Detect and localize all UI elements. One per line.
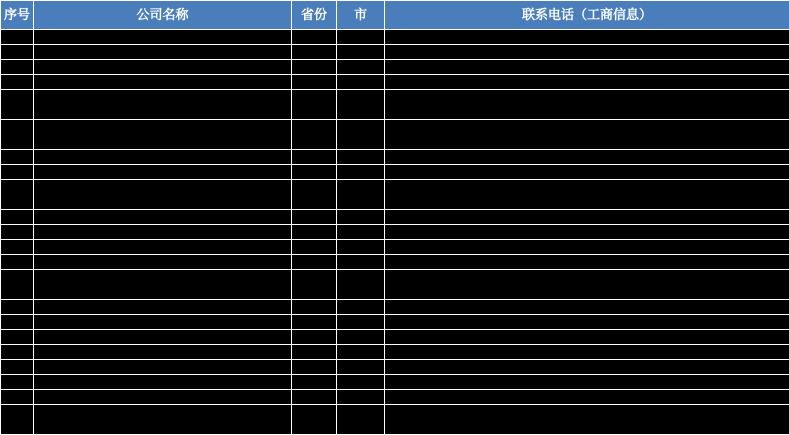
cell-seq[interactable]: [1, 30, 34, 45]
cell-company-name[interactable]: [34, 210, 292, 225]
cell-company-name[interactable]: [34, 375, 292, 390]
table-row[interactable]: [1, 345, 789, 360]
cell-company-name[interactable]: [34, 60, 292, 75]
cell-seq[interactable]: [1, 375, 34, 390]
table-row[interactable]: [1, 240, 789, 255]
cell-province[interactable]: [292, 30, 337, 45]
cell-city[interactable]: [337, 225, 385, 240]
table-row[interactable]: [1, 315, 789, 330]
column-header-name[interactable]: 公司名称: [34, 1, 292, 30]
cell-seq[interactable]: [1, 165, 34, 180]
cell-city[interactable]: [337, 390, 385, 405]
cell-province[interactable]: [292, 180, 337, 210]
cell-seq[interactable]: [1, 45, 34, 60]
cell-phone[interactable]: [385, 390, 789, 405]
cell-company-name[interactable]: [34, 165, 292, 180]
cell-phone[interactable]: [385, 60, 789, 75]
cell-seq[interactable]: [1, 120, 34, 150]
cell-city[interactable]: [337, 345, 385, 360]
cell-province[interactable]: [292, 255, 337, 270]
cell-phone[interactable]: [385, 360, 789, 375]
cell-province[interactable]: [292, 75, 337, 90]
cell-province[interactable]: [292, 345, 337, 360]
cell-city[interactable]: [337, 210, 385, 225]
cell-city[interactable]: [337, 45, 385, 60]
cell-seq[interactable]: [1, 210, 34, 225]
column-header-province[interactable]: 省份: [292, 1, 337, 30]
table-row[interactable]: [1, 270, 789, 300]
table-row[interactable]: [1, 150, 789, 165]
cell-city[interactable]: [337, 240, 385, 255]
header-row: [1, 1, 789, 30]
table-row[interactable]: [1, 180, 789, 210]
cell-seq[interactable]: [1, 270, 34, 300]
column-header-phone[interactable]: 联系电话（工商信息）: [385, 1, 789, 30]
table-row[interactable]: [1, 30, 789, 45]
cell-city[interactable]: [337, 375, 385, 390]
table-row[interactable]: [1, 390, 789, 405]
cell-city[interactable]: [337, 360, 385, 375]
cell-company-name[interactable]: [34, 255, 292, 270]
cell-phone[interactable]: [385, 45, 789, 60]
cell-city[interactable]: [337, 30, 385, 45]
cell-province[interactable]: [292, 45, 337, 60]
cell-province[interactable]: [292, 330, 337, 345]
cell-phone[interactable]: [385, 300, 789, 315]
table-row[interactable]: [1, 330, 789, 345]
cell-seq[interactable]: [1, 390, 34, 405]
table-row[interactable]: [1, 375, 789, 390]
cell-phone[interactable]: [385, 165, 789, 180]
cell-city[interactable]: [337, 315, 385, 330]
column-header-city[interactable]: 市: [337, 1, 385, 30]
cell-phone[interactable]: [385, 180, 789, 210]
cell-city[interactable]: [337, 180, 385, 210]
cell-company-name[interactable]: [34, 120, 292, 150]
cell-city[interactable]: [337, 255, 385, 270]
table-row[interactable]: [1, 75, 789, 90]
cell-city[interactable]: [337, 120, 385, 150]
cell-seq[interactable]: [1, 360, 34, 375]
cell-province[interactable]: [292, 165, 337, 180]
cell-seq[interactable]: [1, 240, 34, 255]
cell-phone[interactable]: [385, 75, 789, 90]
cell-company-name[interactable]: [34, 45, 292, 60]
cell-seq[interactable]: [1, 300, 34, 315]
cell-company-name[interactable]: [34, 240, 292, 255]
table-row[interactable]: [1, 120, 789, 150]
cell-province[interactable]: [292, 360, 337, 375]
cell-city[interactable]: [337, 90, 385, 120]
table-row[interactable]: [1, 255, 789, 270]
table-row[interactable]: [1, 60, 789, 75]
table-row[interactable]: [1, 300, 789, 315]
cell-seq[interactable]: [1, 255, 34, 270]
cell-phone[interactable]: [385, 150, 789, 165]
cell-seq[interactable]: [1, 180, 34, 210]
table-row[interactable]: [1, 45, 789, 60]
cell-seq[interactable]: [1, 75, 34, 90]
cell-province[interactable]: [292, 240, 337, 255]
cell-city[interactable]: [337, 60, 385, 75]
cell-province[interactable]: [292, 150, 337, 165]
table-row[interactable]: [1, 225, 789, 240]
cell-province[interactable]: [292, 210, 337, 225]
table-row[interactable]: [1, 90, 789, 120]
cell-company-name[interactable]: [34, 390, 292, 405]
cell-province[interactable]: [292, 225, 337, 240]
cell-city[interactable]: [337, 150, 385, 165]
cell-phone[interactable]: [385, 90, 789, 120]
cell-seq[interactable]: [1, 225, 34, 240]
cell-company-name[interactable]: [34, 150, 292, 165]
cell-seq[interactable]: [1, 90, 34, 120]
cell-phone[interactable]: [385, 375, 789, 390]
cell-company-name[interactable]: [34, 180, 292, 210]
cell-phone[interactable]: [385, 225, 789, 240]
cell-phone[interactable]: [385, 210, 789, 225]
cell-phone[interactable]: [385, 315, 789, 330]
cell-province[interactable]: [292, 300, 337, 315]
cell-phone[interactable]: [385, 240, 789, 255]
cell-city[interactable]: [337, 75, 385, 90]
cell-province[interactable]: [292, 375, 337, 390]
cell-phone[interactable]: [385, 120, 789, 150]
cell-phone[interactable]: [385, 255, 789, 270]
cell-province[interactable]: [292, 60, 337, 75]
table-body: [1, 30, 789, 435]
cell-company-name[interactable]: [34, 405, 292, 435]
cell-company-name[interactable]: [34, 330, 292, 345]
cell-seq[interactable]: [1, 405, 34, 435]
cell-city[interactable]: [337, 300, 385, 315]
cell-seq[interactable]: [1, 330, 34, 345]
table-row[interactable]: [1, 165, 789, 180]
cell-province[interactable]: [292, 90, 337, 120]
cell-company-name[interactable]: [34, 30, 292, 45]
cell-city[interactable]: [337, 165, 385, 180]
cell-seq[interactable]: [1, 150, 34, 165]
cell-seq[interactable]: [1, 60, 34, 75]
table-row[interactable]: [1, 405, 789, 435]
cell-company-name[interactable]: [34, 75, 292, 90]
column-header-seq[interactable]: 序号: [1, 1, 34, 30]
cell-city[interactable]: [337, 330, 385, 345]
cell-company-name[interactable]: [34, 270, 292, 300]
cell-city[interactable]: [337, 270, 385, 300]
cell-phone[interactable]: [385, 30, 789, 45]
cell-company-name[interactable]: [34, 315, 292, 330]
cell-province[interactable]: [292, 315, 337, 330]
cell-company-name[interactable]: [34, 360, 292, 375]
table-row[interactable]: [1, 210, 789, 225]
cell-company-name[interactable]: [34, 225, 292, 240]
cell-company-name[interactable]: [34, 90, 292, 120]
cell-phone[interactable]: [385, 330, 789, 345]
cell-company-name[interactable]: [34, 345, 292, 360]
cell-province[interactable]: [292, 120, 337, 150]
table-row[interactable]: [1, 360, 789, 375]
cell-seq[interactable]: [1, 315, 34, 330]
cell-seq[interactable]: [1, 345, 34, 360]
cell-province[interactable]: [292, 270, 337, 300]
cell-phone[interactable]: [385, 405, 789, 435]
cell-province[interactable]: [292, 390, 337, 405]
cell-phone[interactable]: [385, 270, 789, 300]
table-header: [1, 1, 789, 30]
cell-city[interactable]: [337, 405, 385, 435]
cell-company-name[interactable]: [34, 300, 292, 315]
cell-phone[interactable]: [385, 345, 789, 360]
cell-province[interactable]: [292, 405, 337, 435]
